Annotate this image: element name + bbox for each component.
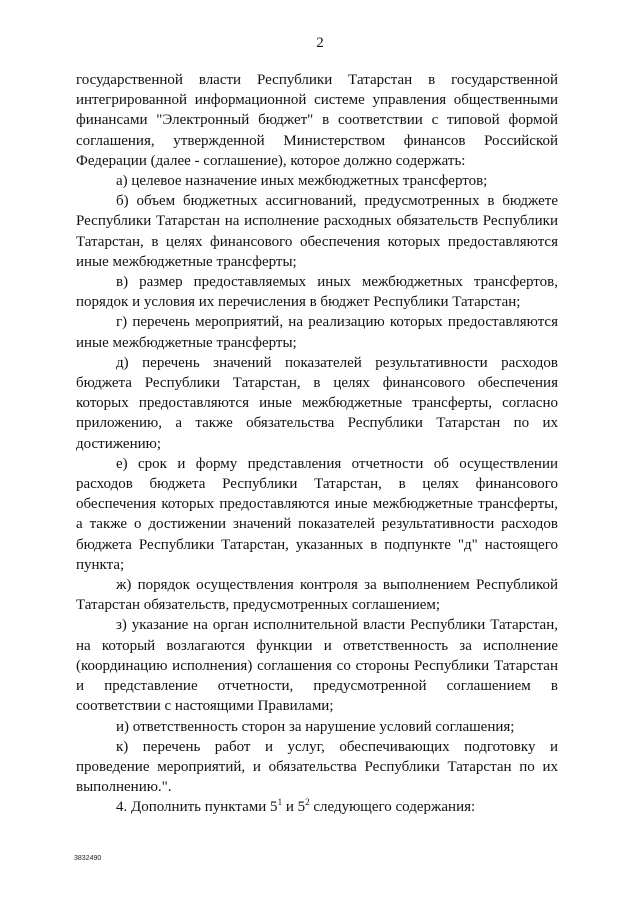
superscript-1: 1	[277, 797, 283, 808]
section-4-mid: и 5	[282, 799, 306, 816]
page-number: 2	[316, 35, 324, 51]
paragraph-intro: государственной власти Республики Татарстан в государственной интегрированной информационной системе управления общественными финансами "Электронный бюджет" в соответствии с типовой формой соглашения, утвержденной Министерством финансов Российской Федерации (далее - соглашение), которое должно содержать:	[76, 72, 558, 169]
list-item-i: и) ответственность сторон за нарушение условий соглашения;	[116, 718, 515, 735]
section-4-tail: следующего содержания:	[309, 799, 476, 816]
superscript-2: 2	[305, 797, 310, 808]
list-item-a: а) целевое назначение иных межбюджетных трансфертов;	[116, 173, 488, 190]
list-item-g: г) перечень мероприятий, на реализацию которых предоставляются иные межбюджетные трансферты;	[76, 314, 558, 351]
list-item-k: к) перечень работ и услуг, обеспечивающих подготовку и проведение мероприятий, и обязательства Республики Татарстан по их выполнению.".	[76, 738, 558, 796]
list-item-d: д) перечень значений показателей результативности расходов бюджета Республики Татарстан, в целях финансового обеспечения которых предоставляются иные межбюджетные трансферты, согласно приложению, а также обязательства Республики Татарстан по их достижению;	[76, 354, 558, 452]
paragraph-section-4	[76, 797, 558, 817]
list-item-b: б) объем бюджетных ассигнований, предусмотренных в бюджете Республики Татарстан на исполнение расходных обязательств Республики Татарстан, в целях финансового обеспечения которых предоставляются иные межбюджетные трансферты;	[76, 193, 558, 270]
list-item-e: е) срок и форму представления отчетности об осуществлении расходов бюджета Республики Татарстан, в целях финансового обеспечения которых предоставляются иные межбюджетные трансферты, а также о достижении значений показателей результативности расходов бюджета Республики Татарстан, указанных в подпункте "д" настоящего пункта;	[76, 455, 558, 573]
list-item-zh: ж) порядок осуществления контроля за выполнением Республикой Татарстан обязательств, предусмотренных соглашением;	[76, 577, 558, 614]
section-4-lead: 4. Дополнить пунктами 5	[116, 799, 278, 816]
list-item-z: з) указание на орган исполнительной власти Республики Татарстан, на который возлагаются функции и ответственность за исполнение (координацию исполнения) соглашения со стороны Республики Татарстан и представление отчетности, предусмотренной соглашением в соответствии с настоящими Правилами;	[76, 617, 558, 715]
document-body	[76, 70, 558, 818]
list-item-v: в) размер предоставляемых иных межбюджетных трансфертов, порядок и условия их перечисления в бюджет Республики Татарстан;	[76, 274, 558, 311]
document-id: 3832490	[74, 855, 102, 862]
